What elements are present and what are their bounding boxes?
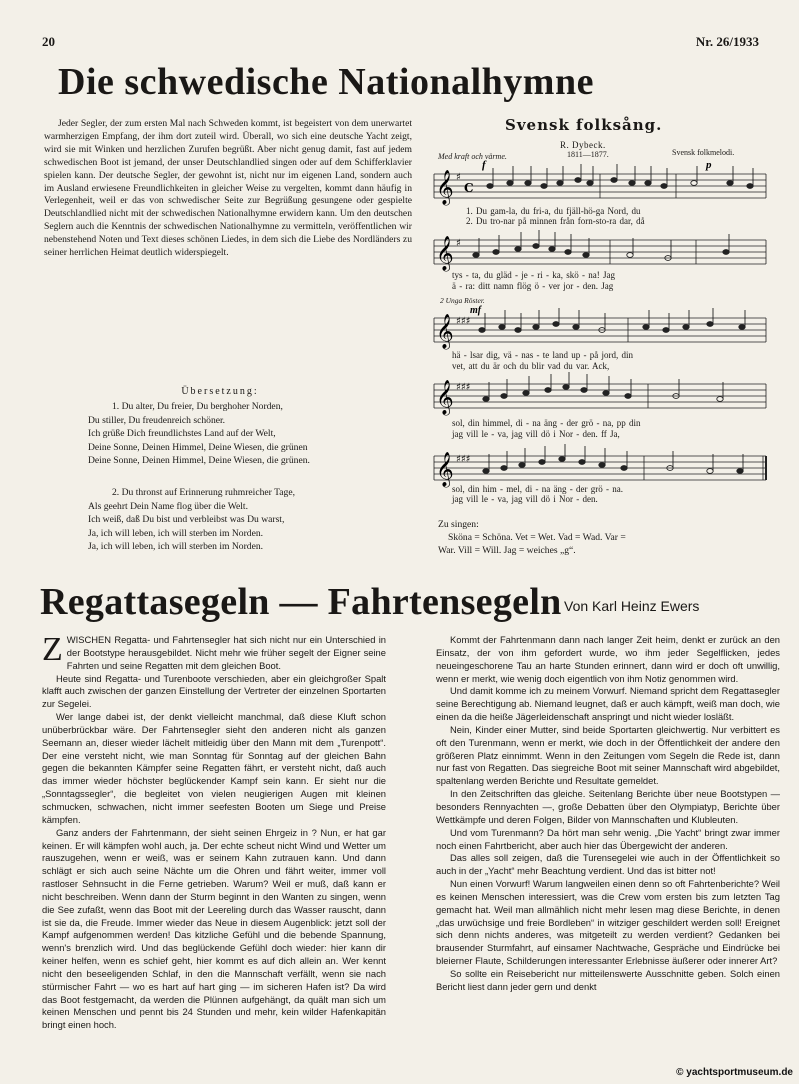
pronunciation-line: Sköna = Schöna. Vet = Wet. Vad = Wad. Var =	[448, 532, 626, 543]
score-footnote: 2 Unga Röster.	[440, 296, 485, 305]
music-staff-1	[430, 160, 770, 212]
translation-stanza-1	[88, 400, 428, 468]
pronunciation-line: Zu singen:	[438, 519, 479, 530]
dynamic-p: p	[706, 160, 712, 171]
svg-text:♯: ♯	[456, 238, 461, 249]
score-years: 1811—1877.	[567, 150, 609, 159]
article-paragraph: Und vom Turenmann? Da hört man sehr wenig. „Die Yacht“ bringt zwar immer noch einen Fahrtbericht, aber auch hier das Übergewicht der anderen.	[436, 826, 780, 851]
article-paragraph: Und damit komme ich zu meinem Vorwurf. Niemand spricht dem Regattasegler seine Berechtigung ab. Niemand leugnet, daß er auch kämpft, weiß man doch, wie einen da die heiße Jägerleidenschaft anspringt und nicht wieder losläßt.	[436, 685, 780, 723]
svg-text:♯: ♯	[456, 172, 461, 183]
article-paragraph: In den Zeitschriften das gleiche. Seitenlang Berichte über neue Bootstypen — besonders Rennyachten —, große Debatten über den Olympiatyp, Berichte über Wettkämpfe und deren Folgen, Bilder von Mannschaften und Klubleuten.	[436, 788, 780, 825]
article-title: Regattasegeln — Fahrtensegeln	[40, 581, 562, 623]
lyric-line: sol, din himmel, di - na äng - der grö - na, pp din	[452, 418, 641, 428]
svg-text:𝄞: 𝄞	[436, 380, 454, 415]
music-staff-4	[430, 370, 770, 422]
treble-clef-icon: 𝄞	[436, 170, 454, 205]
stanza-line: Ich grüße Dich freundlichstes Land auf der Welt,	[88, 428, 276, 440]
stanza-line: Ich weiß, daß Du bist und verbleibst was Du warst,	[88, 514, 285, 526]
article-column-left	[42, 631, 386, 1032]
article-paragraph: Nein, Kinder einer Mutter, sind beide Sportarten gleichwertig. Nur verbittert es oft den Turenmann, wenn er merkt, wie doch in der Öffentlichkeit der andere den größeren Platz einnimmt. Wenn in den Zeitungen vom Segeln die Rede ist, dann nur fast von Regatten. Das siegreiche Boot mit seiner Mannschaft wird abgebildet, spaltenlang werden Berichte und Resultate gemeldet.	[436, 723, 780, 787]
svg-text:C: C	[464, 181, 474, 195]
score-composer: R. Dybeck.	[560, 140, 606, 150]
article-paragraph: Das alles soll zeigen, daß die Turensegelei wie auch in der Öffentlichkeit so auch in der „Yacht“ mehr Beachtung verdient. Und das ist bitter not!	[436, 852, 780, 877]
stanza-line: Ja, ich will leben, ich will sterben im Norden.	[88, 527, 264, 539]
article-column-right	[436, 634, 780, 994]
lyric-line: ä - ra: ditt namn flög ö - ver jor - den. Jag	[452, 281, 614, 291]
article-paragraph: Wer lange dabei ist, der denkt vielleicht manchmal, daß diese Kluft schon unüberbrückbar wäre. Der Fahrtensegler sieht den anderen nicht als ganzen Seemann an, dieser wieder lächelt mitleidig über den Mann mit dem „Turenpott“. Der eine versteht nicht, wie man Sonntag für Sonntag auf der gleichen Bahn gegen die bekannten Kämpfer seine Regatten fährt, er versteht nicht, daß auch das immer wieder höchster beglückender Kampf sein kann. Er sieht nur die „Sonntagssegler“, die begleitet von vielen neugierigen Augen mit kleinen schmucken, schwachen, nicht immer seefesten Booten um Siege und Preise kämpfen.	[42, 711, 386, 825]
stanza-line: 1. Du alter, Du freier, Du berghoher Norden,	[112, 401, 283, 412]
drop-cap: Z	[42, 631, 63, 668]
music-staff-3	[430, 304, 770, 356]
svg-text:𝄞: 𝄞	[436, 452, 454, 487]
score-origin: Svensk folkmelodi.	[672, 148, 735, 157]
stanza-line: Deine Sonne, Deinen Himmel, Deine Wiesen, die grünen.	[88, 455, 310, 467]
watermark: © yachtsportmuseum.de	[676, 1067, 793, 1078]
article-paragraph: So sollte ein Reisebericht nur mitteilenswerte Ausschnitte geben. Solch einen Bericht liest dann jeder gern und denkt	[436, 967, 780, 992]
lyric-line: 1. Du gam-la, du fri-a, du fjäll-hö-ga Nord, du	[466, 206, 641, 216]
lyric-line: tys - ta, du gläd - je - ri - ka, skö - na! Jag	[452, 270, 615, 280]
lyric-line: hä - lsar dig, vä - nas - te land up - på jord, din	[452, 350, 633, 360]
dynamic-f: f	[482, 160, 486, 171]
svg-text:𝄞: 𝄞	[436, 236, 454, 271]
pronunciation-note	[438, 518, 626, 557]
translation-stanza-2	[88, 486, 428, 554]
anthem-title: Die schwedische Nationalhymne	[58, 61, 594, 103]
stanza-line: Ja, ich will leben, ich will sterben im Norden.	[88, 541, 264, 553]
page-number: 20	[42, 34, 55, 49]
anthem-intro	[44, 118, 412, 260]
svg-text:♯♯♯: ♯♯♯	[456, 316, 471, 327]
lyric-line: jag vill le - va, jag vill dö i Nor - den.	[452, 494, 598, 504]
stanza-line: Du stiller, Du freudenreich schöner.	[88, 414, 226, 426]
article-paragraph: Nun einen Vorwurf! Warum langweilen einen denn so oft Fahrtenberichte? Weil es keinen Menschen interessiert, was die Crew vom ersten bis zum letzten Tag gemacht hat. Weil man allmählich nicht mehr lesen mag diese Berichte, in denen „das urwüchsige und freie Bordleben“ in witziger geschildert werden soll! Ereignet sich denn nichts anderes, was mitgeteilt zu werden verdient? Gedanken bei brausender Sturmfahrt, auf einsamer Nachtwache, Gespräche und Eindrücke bei bleierner Flaute, Schilderungen interessanter Erlebnisse äußerer oder innerer Art?	[436, 878, 780, 967]
lyric-line: sol, din him - mel, di - na äng - der grö - na.	[452, 484, 623, 494]
dynamic-mf: mf	[470, 305, 482, 316]
article-author: Von Karl Heinz Ewers	[564, 598, 700, 614]
issue-number: Nr. 26/1933	[695, 34, 759, 49]
stanza-line: Als geehrt Dein Name flog über die Welt.	[88, 500, 248, 512]
article-paragraph: Kommt der Fahrtenmann dann nach langer Zeit heim, denkt er zurück an den Einsatz, der von ihm gefordert wurde, wo ihm jeder Segelflicken, jedes neueingeschorene Tau an harte Stunden erinnert, dann wird er doch oft unwillig, wenn er merkt, wie wenig doch eigentlich von ihm Notiz genommen wird.	[436, 634, 780, 684]
article-paragraph: WISCHEN Regatta- und Fahrtensegler hat sich nicht nur ein Unterschied in der Bootstype herausgebildet. Nicht mehr wie früher segelt der Eigner seine Fahrten und seine Regatten mit dem gleichen Boot.	[66, 634, 386, 671]
anthem-intro-text: Jeder Segler, der zum ersten Mal nach Schweden kommt, ist begeistert von dem unerwartet warmherzigen Empfang, der ihm dort zuteil wird. Überall, wo sich eine deutsche Yacht zeigt, wird sie mit Winken und herzlichen Zurufen begrüßt. Aber nicht genug damit, fast auf jedem schwedischen Boot ist jemand, der unser Deutschlandlied singen oder auf dem Schifferklavier spielen kann. Der deutsche Segler, der gewohnt ist, nicht nur im eigenen Land, sondern auch im Ausland erwiesene Freundlichkeiten in gleicher Weise zu vergelten, kommt dann häufig in Verlegenheit, weil er das von schwedischer Seite zur Begrüßung gesungene oder gespielte Deutschlandlied nicht mit der schwedischen Nationalhymne erwidern kann. Um den deutschen Seglern auch die Kenntnis der schwedischen Nationalhymne zu vermitteln, veröffentlichen wir nebenstehend Noten und Text dieses schönen Liedes, in dem sich die Liebe des Nordländers zu seiner herrlichen Heimat deutlich widerspiegelt.	[44, 118, 412, 259]
score-title: Svensk folksång.	[505, 116, 663, 134]
lyric-line: jag vill le - va, jag vill dö i Nor - den. ff Ja,	[452, 429, 620, 439]
lyric-line: vet, att du är och du blir vad du var. Ack,	[452, 361, 610, 371]
lyric-line: 2. Du tro-nar på minnen från forn-sto-ra dar, då	[466, 216, 645, 226]
svg-text:♯♯♯: ♯♯♯	[456, 382, 471, 393]
article-paragraph: Heute sind Regatta- und Turenboote verschieden, aber ein gleichgroßer Spalt klafft auch zwischen der ganzen Einstellung der Vertreter der einzelnen Sportarten zur Segelei.	[42, 672, 386, 710]
pronunciation-line: War. Vill = Will. Jag = weiches „g“.	[438, 545, 576, 556]
translation-heading: Übersetzung:	[181, 386, 259, 397]
svg-text:♯♯♯: ♯♯♯	[456, 454, 471, 465]
article-paragraph: Ganz anders der Fahrtenmann, der sieht seinen Ehrgeiz in ? Nun, er hat gar keinen. Er will kämpfen wohl auch, ja. Der echte scheut nicht Wind und Wetter um rauszugehen, wenn er weiß, was er seinem Kahn zutrauen kann. Und dann schlägt er sich auch seine Nächte um die Ohren und fährt weiter, immer voll rastloser Sehnsucht in die Ferne getrieben. Warum? Weil er muß, daß kann er nicht beschreiben. Wenn dann der Sturm beginnt in den Wanten zu singen, wenn die See zufaßt, wenn das Boot mit der Leereling durch das Wasser rauscht, dann ist sie da, die Freude. Immer wieder das Neue in diesem Augenblick: jetzt soll der Kampf aufgenommen werden! Das kitzliche Gefühl und die bebende Spannung, wenn's brenzlich wird. Und das beglückende Gefühl doch wieder: hier kann dir keiner helfen, wenn es schief geht, hier kommt es auf dich allein an. Wer kennt nicht den beseeligenden Schlaf, in den die Mannschaft verfällt, wenn sie nach stürmischer Fahrt — wo es hart auf hart ging — im sicheren Hafen ist? Da wird das Boot festgemacht, da werden die Plünnen aufgehängt, da quält man sich um keinen Menschen und pennt bis 24 Stunden und mehr, kein wilder Hafenkapitän bringt einen hoch.	[42, 826, 386, 1031]
stanza-line: 2. Du thronst auf Erinnerung ruhmreicher Tage,	[112, 487, 295, 498]
score-tempo: Med kraft och värme.	[438, 152, 507, 161]
stanza-line: Deine Sonne, Deinen Himmel, Deine Wiesen, die grünen	[88, 441, 308, 453]
svg-text:𝄞: 𝄞	[436, 314, 454, 349]
